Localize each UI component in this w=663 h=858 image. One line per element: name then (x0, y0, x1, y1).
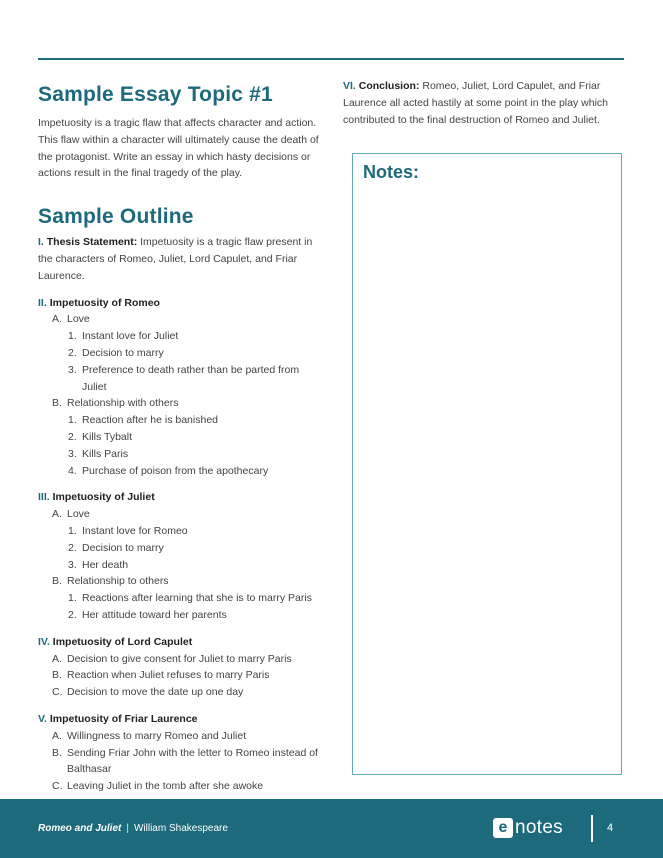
outline-subitem (38, 446, 323, 463)
notes-title: Notes: (363, 162, 420, 182)
outline-sections (38, 295, 323, 795)
thesis-text: Impetuosity is a tragic flaw present in the characters of Romeo, Juliet, Lord Capulet, and Friar Laurence. (38, 236, 313, 282)
item-marker: A. (52, 313, 62, 326)
outline-section (38, 634, 323, 701)
footer-divider (591, 815, 593, 842)
item-marker: C. (52, 780, 63, 793)
outline-section (38, 489, 323, 623)
outline-item (38, 728, 323, 745)
item-marker: B. (52, 746, 62, 759)
conclusion (343, 78, 625, 128)
item-text: Sending Friar John with the letter to Romeo instead of Balthasar (67, 746, 318, 776)
subitem-text: Kills Paris (82, 447, 129, 460)
subitem-marker: 3. (68, 363, 77, 376)
subitem-marker: 2. (68, 346, 77, 359)
subitem-text: Kills Tybalt (82, 430, 132, 443)
item-marker: B. (52, 575, 62, 588)
outline-item (38, 684, 323, 701)
subitem-text: Her death (82, 558, 129, 571)
outline-subitem (38, 345, 323, 362)
item-marker: C. (52, 686, 63, 699)
subitem-marker: 2. (68, 541, 77, 554)
outline-subitem (38, 523, 323, 540)
item-text: Relationship to others (67, 575, 169, 588)
outline-section (38, 295, 323, 480)
subitem-marker: 2. (68, 430, 77, 443)
outline-item (38, 778, 323, 795)
outline-section (38, 711, 323, 795)
item-text: Reaction when Juliet refuses to marry Paris (67, 669, 270, 682)
section-number: III. (38, 491, 50, 504)
section-heading (38, 711, 323, 728)
outline-item (38, 651, 323, 668)
thesis-label: Thesis Statement: (46, 236, 138, 249)
item-text: Love (67, 313, 90, 326)
section-heading-text: Impetuosity of Lord Capulet (52, 635, 193, 648)
subitem-marker: 3. (68, 558, 77, 571)
outline-subitem (38, 557, 323, 574)
outline-subitem (38, 412, 323, 429)
subitem-text: Decision to marry (82, 541, 164, 554)
essay-topic-body: Impetuosity is a tragic flaw that affects character and action. This flaw within a character will ultimately cause the death of the protagonist. Write an essay in which hasty decisions or actions result in the final tragedy of the play. (38, 117, 319, 180)
left-column (38, 82, 323, 795)
conclusion-text: Romeo, Juliet, Lord Capulet, and Friar Laurence all acted hastily at some point in the play which contributed to the final destruction of Romeo and Juliet. (343, 80, 608, 126)
conclusion-label: Conclusion: (358, 80, 420, 92)
outline-subitem (38, 463, 323, 480)
item-text: Decision to move the date up one day (67, 686, 244, 699)
outline-subitem (38, 328, 323, 345)
thesis-number: I. (38, 236, 44, 249)
section-heading-text: Impetuosity of Friar Laurence (49, 712, 198, 725)
outline-item (38, 667, 323, 684)
outline-subitem (38, 540, 323, 557)
subitem-text: Reaction after he is banished (82, 414, 219, 427)
outline-subitem (38, 429, 323, 446)
subitem-marker: 1. (68, 330, 77, 343)
footer (0, 799, 663, 858)
section-heading-text: Impetuosity of Juliet (52, 491, 155, 504)
outline-item (38, 745, 323, 779)
outline-subitem (38, 590, 323, 607)
footer-book-title: Romeo and Juliet (38, 823, 122, 834)
section-number: IV. (38, 635, 50, 648)
right-column (343, 78, 625, 128)
footer-author: William Shakespeare (133, 823, 228, 834)
subitem-marker: 1. (68, 414, 77, 427)
item-text: Willingness to marry Romeo and Juliet (67, 729, 247, 742)
notes-box (352, 153, 622, 775)
subitem-marker: 1. (68, 524, 77, 537)
subitem-text: Instant love for Juliet (82, 330, 179, 343)
item-marker: A. (52, 652, 62, 665)
outline-item (38, 311, 323, 328)
section-number: II. (38, 296, 47, 309)
outline-item (38, 573, 323, 590)
subitem-marker: 2. (68, 608, 77, 621)
subitem-text: Purchase of poison from the apothecary (82, 464, 269, 477)
subitem-text: Reactions after learning that she is to marry Paris (82, 592, 312, 605)
outline-subitem (38, 362, 323, 396)
subitem-text: Decision to marry (82, 346, 164, 359)
section-heading (38, 295, 323, 312)
section-heading-text: Impetuosity of Romeo (49, 296, 160, 309)
section-heading (38, 634, 323, 651)
item-text: Love (67, 508, 90, 521)
item-text: Leaving Juliet in the tomb after she awoke (67, 780, 264, 793)
subitem-text: Preference to death rather than be parted from Juliet (82, 363, 300, 393)
thesis-statement (38, 234, 323, 284)
outline-title: Sample Outline (38, 205, 194, 229)
section-heading (38, 489, 323, 506)
subitem-marker: 4. (68, 464, 77, 477)
subitem-marker: 1. (68, 592, 77, 605)
item-marker: B. (52, 669, 62, 682)
enotes-logo (493, 816, 563, 840)
outline-subitem (38, 607, 323, 624)
item-marker: B. (52, 397, 62, 410)
outline-item (38, 395, 323, 412)
enotes-logo-mark: e (493, 818, 513, 838)
conclusion-number: VI. (343, 80, 356, 92)
enotes-logo-text: notes (515, 817, 563, 838)
item-marker: A. (52, 729, 62, 742)
item-text: Relationship with others (67, 397, 179, 410)
page-number: 4 (607, 822, 614, 834)
item-text: Decision to give consent for Juliet to marry Paris (67, 652, 292, 665)
section-number: V. (38, 712, 47, 725)
essay-topic-title: Sample Essay Topic #1 (38, 83, 273, 106)
outline-item (38, 506, 323, 523)
footer-separator: | (126, 823, 129, 834)
footer-book-info (38, 823, 228, 834)
top-divider (38, 58, 624, 60)
subitem-text: Her attitude toward her parents (82, 608, 227, 621)
subitem-marker: 3. (68, 447, 77, 460)
item-marker: A. (52, 508, 62, 521)
subitem-text: Instant love for Romeo (82, 524, 188, 537)
